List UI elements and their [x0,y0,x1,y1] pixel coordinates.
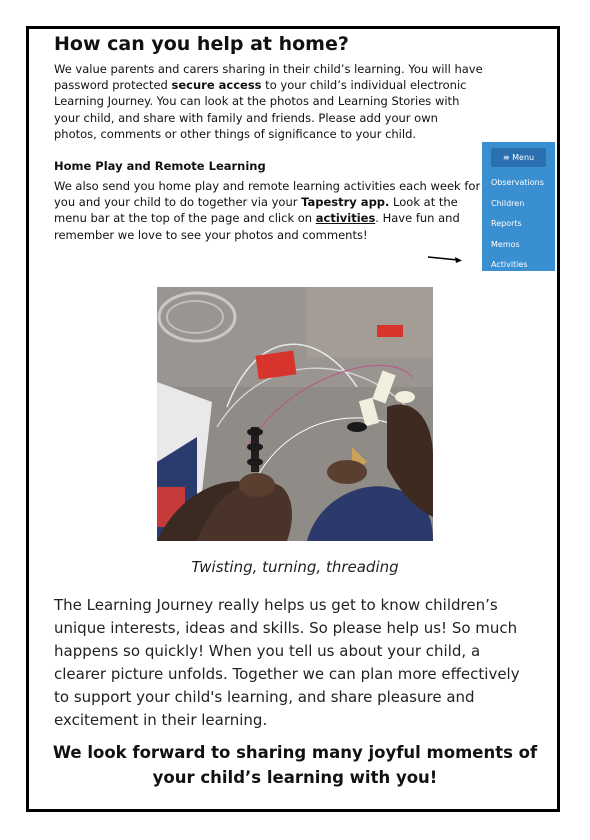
menu-item-activities[interactable]: Activities [491,260,528,269]
menu-item-children[interactable]: Children [491,198,525,208]
photo-caption: Twisting, turning, threading [191,558,399,576]
menu-item-memos[interactable]: Memos [491,239,520,249]
menu-item-reports[interactable]: Reports [491,219,522,228]
learning-journey-paragraph: The Learning Journey really helps us get to know children’s unique interests, ideas and skills. So please help us! So much happens so quickly! When you tell us about your child, a clearer picture unfolds. Together we can plan more effectively to support your child's learning, and share pleasure and excitement in their learning. [54,596,520,729]
home-play-text-2: Look at the menu bar at the top of the page and click on [54,195,458,226]
home-play-text-1: We also send you home play and remote learning activities each week for you and your child to do together via your [54,179,481,210]
home-play-paragraph [54,178,484,243]
tapestry-menu-screenshot [482,142,555,271]
activities-link[interactable]: activities [315,211,376,226]
menu-button[interactable]: ≡ Menu [491,148,546,167]
arrow-right-icon [427,254,463,264]
intro-text-1: We value parents and carers sharing in their child’s learning. You will have password protected [54,62,483,93]
home-play-heading: Home Play and Remote Learning [54,159,266,173]
tapestry-app-text: Tapestry app. [301,195,390,210]
home-play-text-3: . Have fun and remember we love to see your photos and comments! [54,211,460,242]
children-threading-photo [157,287,433,541]
intro-paragraph [54,61,484,142]
closing-message: We look forward to sharing many joyful moments of your child’s learning with you! [52,743,538,787]
page-title: How can you help at home? [54,33,349,55]
photo-illustration [157,287,433,541]
menu-item-observations[interactable]: Observations [491,178,544,187]
intro-text-2: to your child’s individual electronic Learning Journey. You can look at the photos and Learning Stories with your child, and share with family and friends. Please add your own photos, comments or other things of significance to your child. [54,78,467,141]
secure-access-text: secure access [171,78,262,93]
